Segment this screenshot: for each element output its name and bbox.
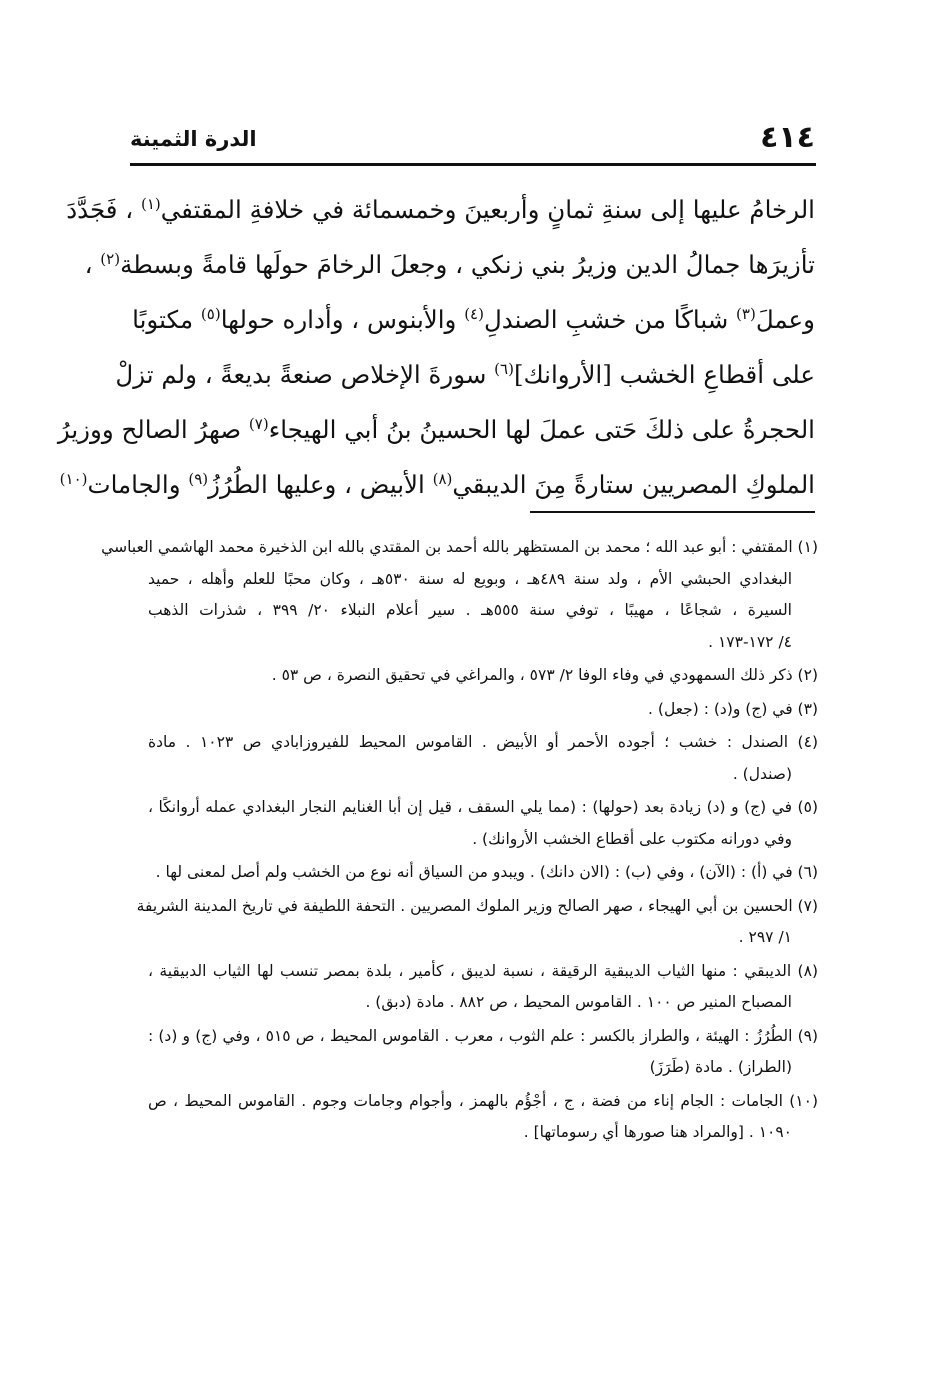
text-segment: تأزيرَها جمالُ الدين وزيرُ بني زنكي ، وجعلَ الرخامَ حولَها قامةً وبسطة — [120, 250, 815, 279]
text-segment: الملوكِ المصريين ستارةً مِنَ الديبقي — [452, 470, 815, 499]
text-segment: الأبيض ، وعليها الطُرُزُ — [208, 470, 433, 499]
footnote-ref: (٢) — [100, 249, 121, 268]
footnote-separator — [530, 511, 815, 513]
footnote-ref: (٣) — [736, 304, 756, 323]
footnote — [148, 792, 818, 855]
text-segment: ، — [84, 250, 101, 279]
main-text-line — [66, 182, 815, 237]
footnote-line: (٥) في (ج) و (د) زيادة بعد (حولها) : (مما يلي السقف ، قيل إن أبا الغنايم النجار البغدادي عمله أروانكًا ، — [148, 798, 818, 816]
footnote-ref: (١٠) — [59, 469, 88, 488]
footnote-ref: (٥) — [200, 304, 221, 323]
text-segment: على أقطاعِ الخشب [الأروانك] — [513, 360, 815, 389]
footnote-line: السيرة ، شجاعًا ، مهيبًا ، توفي سنة ٥٥٥هـ . سير أعلام النبلاء ٢٠/ ٣٩٩ ، شذرات الذهب — [148, 601, 792, 619]
main-text-line — [57, 402, 815, 457]
running-title: الدرة الثمينة — [130, 127, 257, 151]
footnote-ref: (٤) — [464, 304, 484, 323]
header-rule — [130, 163, 816, 166]
footnote-ref: (٧) — [248, 414, 269, 433]
footnote-line: (٩) الطُرُزُ : الهيئة ، والطراز بالكسر : علم الثوب ، معرب . القاموس المحيط ، ص ٥١٥ ، وفي (ج) و (د) : — [148, 1026, 819, 1045]
footnote-line: (٤) الصندل : خشب ؛ أجوده الأحمر أو الأبيض . القاموس المحيط للفيروزابادي ص ١٠٢٣ . مادة — [148, 733, 818, 751]
footnote-line: (الطراز) . مادة (طَرَزَ) — [649, 1058, 792, 1076]
footnote — [148, 660, 818, 692]
text-segment: ، فَجَدَّدَ — [66, 195, 141, 224]
main-text-line — [132, 292, 815, 347]
footnote — [148, 857, 818, 889]
footnote-line: (١٠) الجامات : الجام إناء من فضة ، ج ، أجْؤُم بالهمز ، وأجوام وجامات وجوم . القاموس المحيط ، ص — [148, 1091, 818, 1110]
text-segment: مكتوبًا — [132, 305, 201, 334]
footnote-ref: (٩) — [188, 469, 209, 488]
footnote-line: (١) المقتفي : أبو عبد الله ؛ محمد بن المستظهر بالله أحمد بن المقتدي بالله ابن الذخيرة محمد الهاشمي العباسي — [101, 538, 818, 556]
footnote — [148, 1021, 818, 1084]
page-number: ٤١٤ — [760, 120, 815, 155]
text-segment: سورةَ الإخلاص صنعةً بديعةً ، ولم تزلْ — [115, 360, 495, 389]
footnote-line: (٨) الديبقي : منها الثياب الديبقية الرقيقة ، نسبة لديبق ، كأمير ، بلدة بمصر تنسب لها الثياب الدبيقية ، — [148, 961, 818, 980]
text-segment: الرخامُ عليها إلى سنةِ ثمانٍ وأربعينَ وخمسمائة في خلافةِ المقتفي — [160, 195, 815, 224]
footnote-line: ٤/ ١٧٢-١٧٣ . — [708, 632, 792, 651]
text-segment: وعملَ — [755, 305, 815, 334]
footnote — [148, 727, 818, 790]
footnote — [136, 891, 818, 954]
footnote-line: (٣) في (ج) و(د) : (جعل) . — [648, 699, 818, 718]
text-segment: والأبنوس ، وأداره حولها — [220, 305, 465, 334]
footnote — [148, 956, 818, 1019]
footnote-ref: (١) — [140, 194, 161, 213]
footnote-line: ١٠٩٠ . [والمراد هنا صورها أي رسوماتها] . — [523, 1123, 792, 1141]
footnote-line: (٧) الحسين بن أبي الهيجاء ، صهر الصالح وزير الملوك المصريين . التحفة اللطيفة في تاريخ المدينة الشريفة — [136, 896, 818, 915]
footnote — [148, 694, 818, 726]
main-text — [57, 182, 815, 512]
footnotes — [101, 532, 819, 1151]
page-header — [130, 120, 815, 160]
footnote-line: (٦) في (أ) : (الآن) ، وفي (ب) : (الان دانك) . ويبدو من السياق أنه نوع من الخشب ولم أصل لمعنى لها . — [155, 863, 818, 881]
footnote — [101, 532, 818, 658]
text-segment: شباكًا من خشبِ الصندلِ — [483, 305, 737, 334]
footnote-ref: (٦) — [494, 359, 514, 378]
text-segment: صهرُ الصالح ووزيرُ — [57, 415, 249, 444]
footnote — [148, 1086, 818, 1149]
footnote-line: المصباح المنير ص ١٠٠ . القاموس المحيط ، ص ٨٨٢ . مادة (دبق) . — [365, 993, 792, 1011]
text-segment: الحجرةُ على ذلكَ حَتى عملَ لها الحسينُ بنُ أبي الهيجاء — [268, 415, 815, 444]
footnote-line: وفي دورانه مكتوب على أقطاع الخشب الأروانك) . — [472, 829, 792, 848]
footnote-line: (صندل) . — [732, 764, 792, 783]
main-text-line — [115, 347, 815, 402]
footnote-line: ١/ ٢٩٧ . — [738, 928, 792, 946]
main-text-line — [59, 457, 815, 512]
main-text-line — [84, 237, 815, 292]
text-segment: والجامات — [87, 470, 189, 499]
footnote-line: (٢) ذكر ذلك السمهودي في وفاء الوفا ٢/ ٥٧٣ ، والمراغي في تحقيق النصرة ، ص ٥٣ . — [271, 666, 818, 684]
footnote-ref: (٨) — [432, 469, 453, 488]
footnote-line: البغدادي الحبشي الأم ، ولد سنة ٤٨٩هـ ، وبويع له سنة ٥٣٠هـ ، وكان محبًا للعلم وأهله ، حميد — [148, 569, 793, 588]
